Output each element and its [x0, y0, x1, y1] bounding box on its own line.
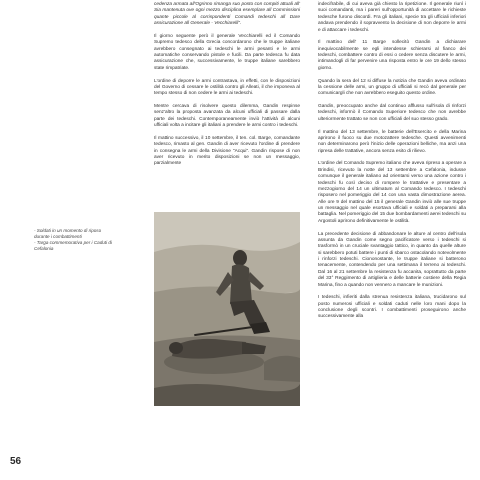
body-paragraph: I tedeschi, infieriti dalla strenua resistenza italiana, trucidarono sul posto numerosi ufficiali e soldati caduti nelle loro mani dopo la conclusione degli scontri. I combattimenti proseguirono anche successivamente alla [318, 295, 466, 320]
body-paragraph: Quando la sera del 12 si diffuse la notizia che Gandin aveva ordinato la cessione delle armi, un gruppo di ufficiali si recò dal generale per comunicargli che non avrebbero eseguito questo ordine. [318, 78, 466, 97]
right-text-column [318, 2, 466, 327]
caption-line: Cefalonia [34, 246, 54, 252]
body-paragraph: indecifrabile, di cui aveva già chiesto la ripetizione. Il generale riunì i suoi comandanti, ma i pareri sull'opportunità di accettare le richieste tedesche furono discordi. Fra gli italiani, specie tra gli ufficiali inferiori andava prendendo il sopravvento la decisione di non deporre le armi e di attaccare i tedeschi. [318, 2, 466, 33]
body-paragraph: Il mattino successivo, il 10 settembre, il ten. col. Barge, comandante tedesco, rimasto al gen. Gandin di aver ricevuto l'ordine di prendere in consegna le armi della Divisione "Acqui". Gandin rispose di non aver ricevuto in merito disposizioni se non un messaggio, parzialmente [154, 135, 300, 167]
body-paragraph: Il mattino del 13 settembre, le batterie dell'Esercito e della Marina aprirono il fuoco su due motozattere tedesche. Questi avvenimenti non determinarono però l'inizio delle operazioni belliche, ma anzi una ripresa delle trattative, ancora senza esito di rilievo. [318, 129, 466, 154]
body-paragraph: L'ordine di deporre le armi contrastava, in effetti, con le disposizioni del Governo di cessare le ostilità contro gli Alleati, il che imponeva al tempo stesso di non cedere le armi ai tedeschi. [154, 78, 300, 97]
body-paragraph: La precedente decisione di abbandonare le alture al centro dell'isola assunta da Gandin come segno pacificatore verso i tedeschi si trasformò in un cruciale svantaggio tattico, in quanto da quelle alture si sarebbero potuti battere i punti di sbarco ostacolando notevolmente i rinforzi tedeschi. Ciononostante, le truppe italiane si batterono tenacemente, contendendo per una settimana il terreno ai tedeschi. Dal 16 al 21 settembre la resistenza fu accanita, soprattutto da parte del 33° Reggimento di artiglieria e delle batterie costiere della Regia Marina, fino a quando non vennero a mancare le munizioni. [318, 231, 466, 288]
body-paragraph: L'ordine del Comando Supremo italiano che aveva ripreso a operare a Brindisi, ricevuto la notte del 13 settembre a Cefalonia, indusse comunque il generale italiano ad orientarsi verso una azione contro i tedeschi fu così deciso di rompere le trattative e presentare a mezzogiorno del 14 un ultimatum al Comando tedesco. I tedeschi risposero nel pomeriggio del 14 con una vasta dimostrazione aerea. Alle ore 9 del mattino del 15 il generale Gandin inviò alle sue truppe un messaggio nel quale esortava ufficiali e soldati a prepararsi alla battaglia. Nel pomeriggio del 15 due bombardamenti aerei tedeschi su Argostoli aprirono definitivamente le ostilità. [318, 161, 466, 224]
historical-photo [154, 212, 300, 406]
photo-caption [34, 228, 142, 252]
intro-italic-paragraph: cedenza armata all'Ogrinno rimanga suo posto con compiti attuali all' Sia mantenuta ove ogni mezzo disciplina esemplare all Commissioni quante piccole al corrispondenti Comandi tedeschi all Dare assicurazione all Generale - Vecchiarelli". [154, 2, 300, 27]
caption-line: - Targa commemorativa per i Caduti di [34, 240, 112, 246]
page-number: 56 [10, 456, 22, 467]
caption-line: durante i combattimenti [34, 234, 82, 240]
body-paragraph: Il giorno seguente però il generale Vecchiarelli ed il Comando Supremo tedesco della Grecia concordarono che le truppe italiane avrebbero consegnato ai tedeschi le armi pesanti e le armi automatiche conservando pistole e fucili. Da parte tedesca fu data assicurazione che, successivamente, le truppe italiane sarebbero state rimpatriate. [154, 33, 300, 71]
body-paragraph: Gandin, preoccupato anche dal continuo afflusso sull'isola di rinforzi tedeschi, informò il Comando Superiore tedesco che non avrebbe ulteriormente trattato se non con ufficiali del suo stesso grado. [318, 104, 466, 122]
caption-line: - Soldati in un momento di riposo [34, 228, 102, 233]
left-text-column [154, 2, 300, 174]
photo-soldiers-resting-icon [154, 212, 300, 406]
body-paragraph: Mentre cercava di risolvere questo dilemma, Gandin respinse senz'altro la proposta avanzata da alcuni ufficiali di passare dalla parte dei tedeschi. Contemporaneamente inviò l'attività di alcuni ufficiali volta a incitare gli italiani a prendere le armi contro i tedeschi. [154, 104, 300, 129]
body-paragraph: Il mattino dell' 11 Barge sollecitò Gandin a dichiarare inequivocabilmente se egli intendesse schierarsi al fianco dei tedeschi, combattere contro di essi o cedere senza discutere le armi, intimandogli di far pervenire una risposta entro le ore 19 dello stesso giorno. [318, 40, 466, 71]
